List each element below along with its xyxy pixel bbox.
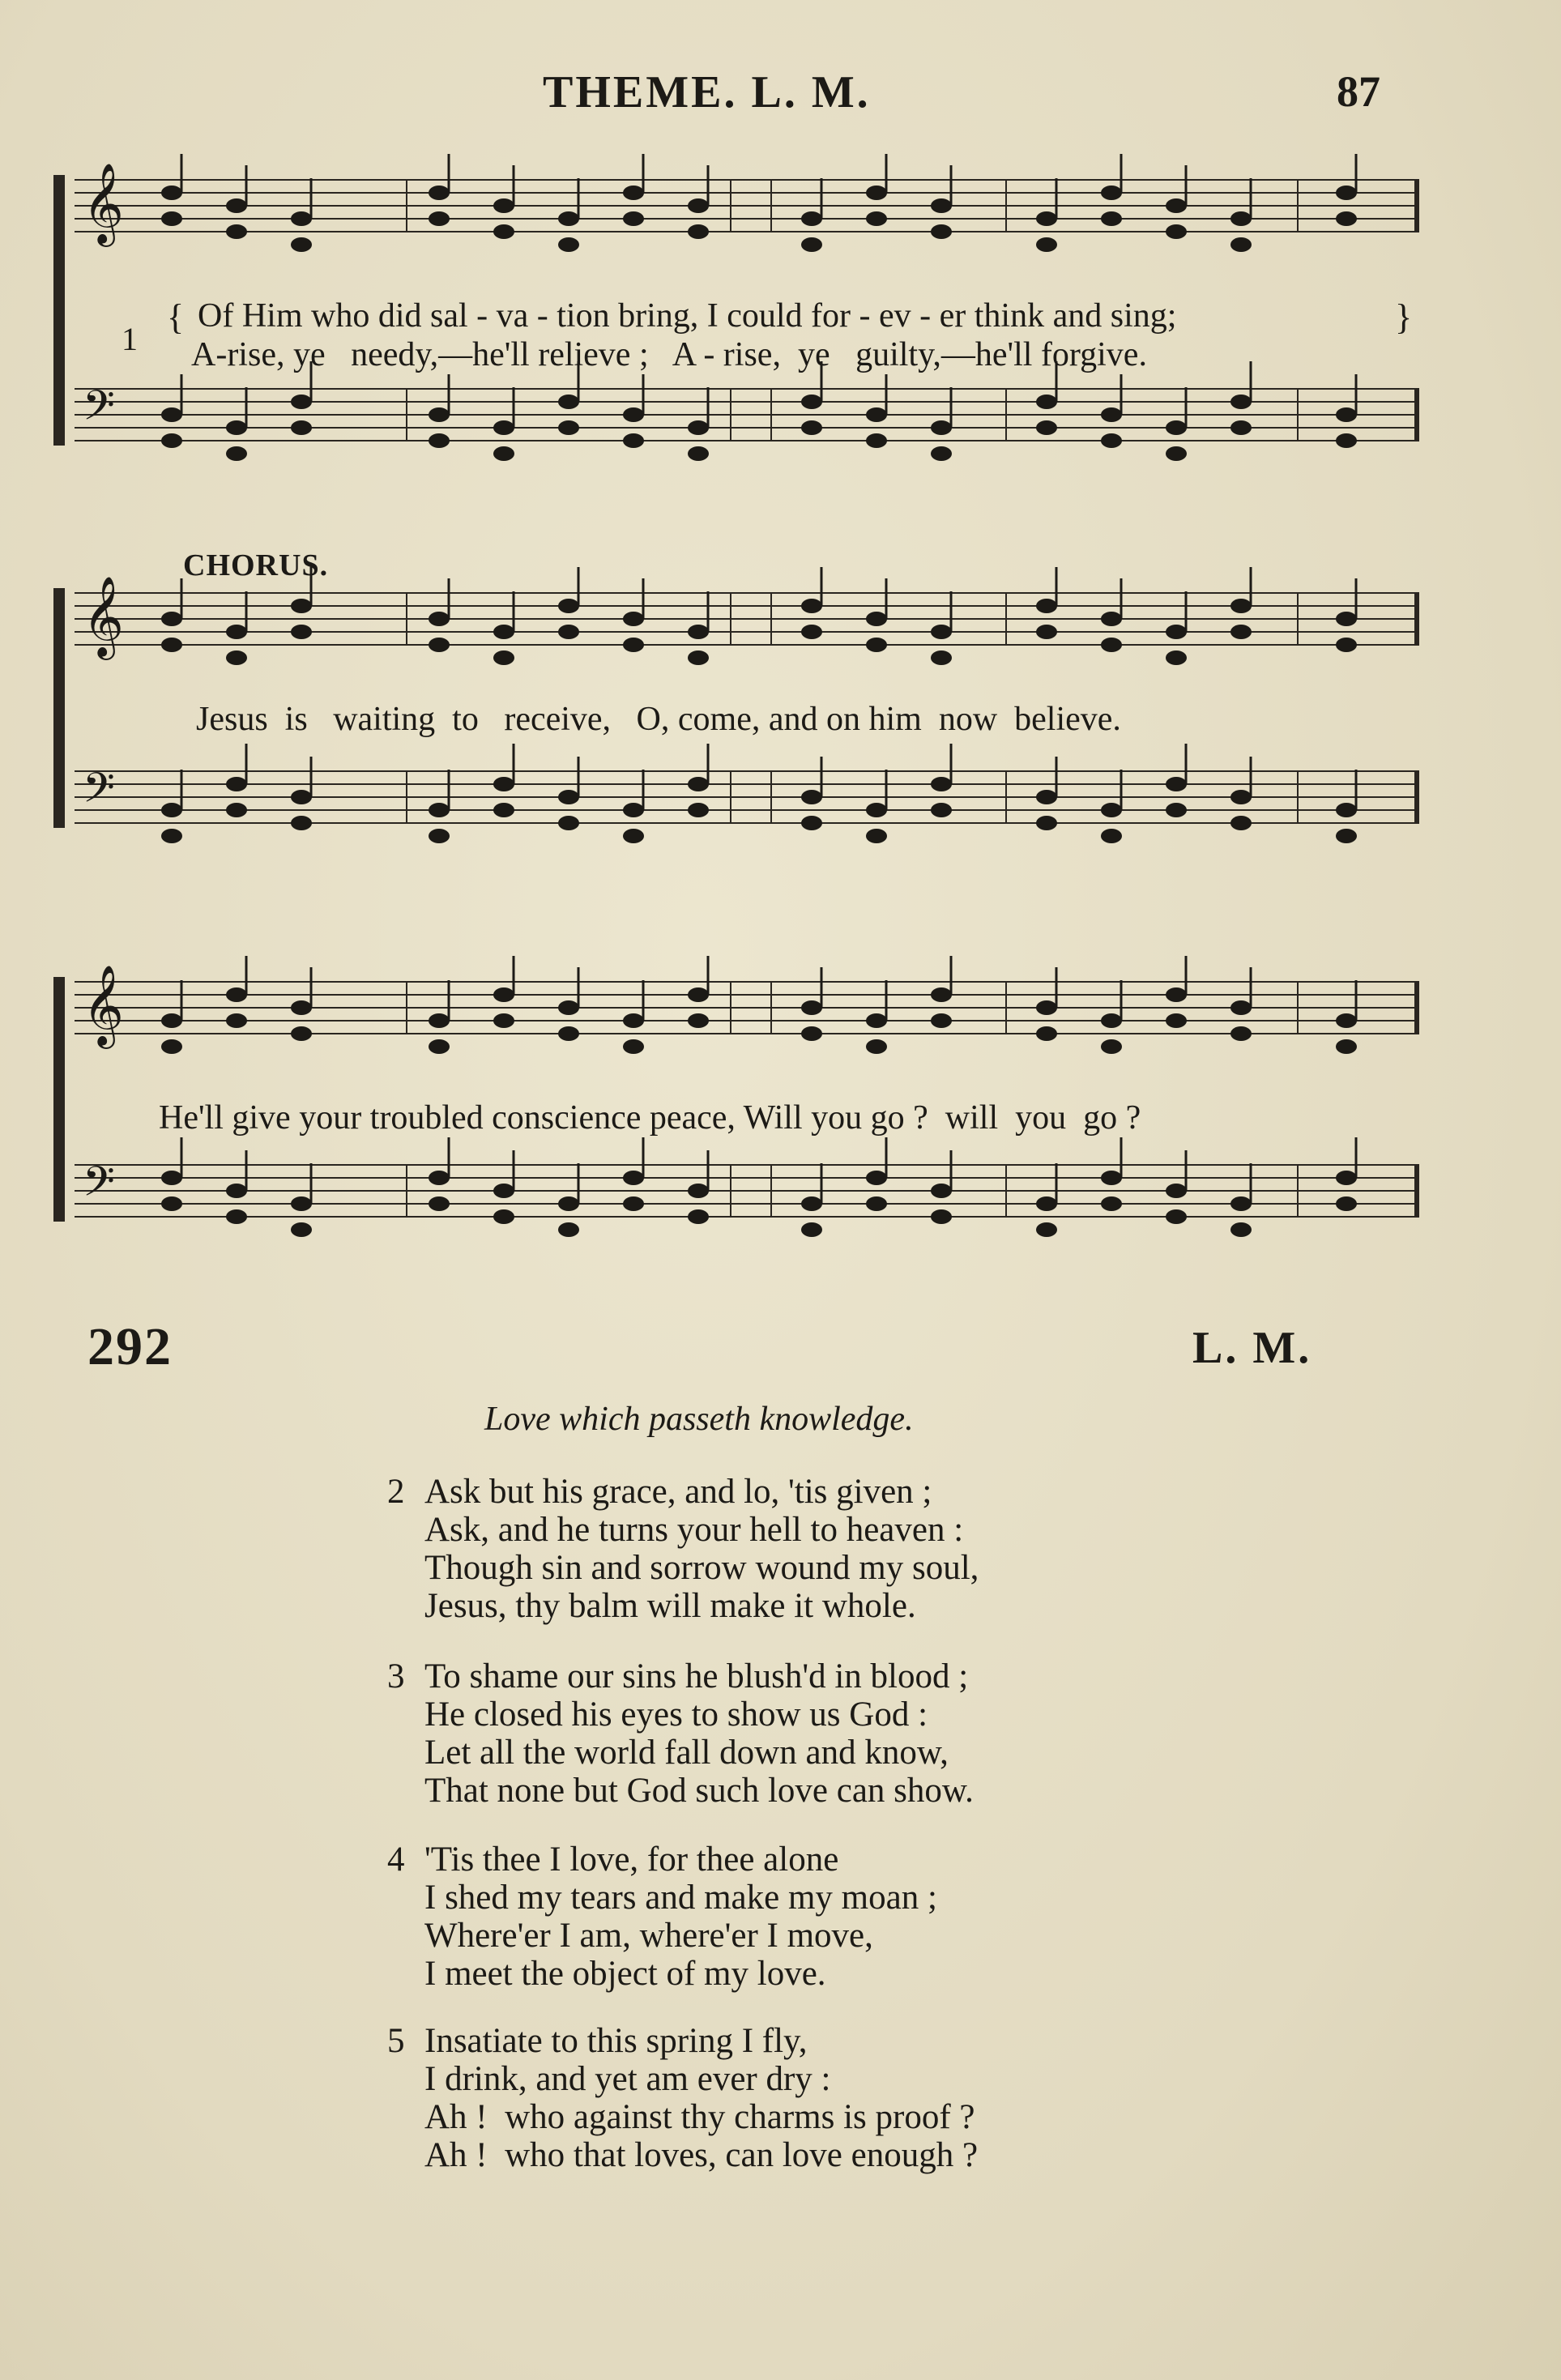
note-head — [688, 650, 709, 665]
note-head — [931, 1184, 952, 1198]
note-head — [931, 198, 952, 213]
note-head — [866, 1196, 887, 1211]
note-head — [623, 1013, 644, 1028]
note-head — [866, 186, 887, 200]
note-head — [866, 433, 887, 448]
stanza-line: I shed my tears and make my moan ; — [424, 1879, 937, 1917]
note-head — [429, 186, 450, 200]
note-head — [226, 650, 247, 665]
stanza-line: That none but God such love can show. — [424, 1772, 974, 1810]
hymn-subtitle: Love which passeth knowledge. — [484, 1401, 914, 1438]
note-head — [558, 816, 579, 830]
note-head — [801, 395, 822, 409]
note-head — [161, 1196, 182, 1211]
note-head — [866, 829, 887, 843]
stanza-number: 5 — [387, 2022, 405, 2060]
note-head — [291, 1222, 312, 1237]
note-head — [1230, 790, 1252, 804]
note-head — [1101, 1013, 1122, 1028]
note-head — [161, 186, 182, 200]
note-head — [226, 803, 247, 817]
note-head — [931, 777, 952, 791]
note-head — [1230, 1000, 1252, 1015]
note-head — [931, 224, 952, 239]
note-head — [931, 446, 952, 461]
note-head — [623, 407, 644, 422]
note-head — [1230, 1222, 1252, 1237]
note-head — [161, 829, 182, 843]
bass-clef-icon: 𝄢 — [83, 1157, 115, 1216]
note-head — [1101, 433, 1122, 448]
note-head — [1166, 420, 1187, 435]
note-head — [558, 625, 579, 639]
note-head — [429, 803, 450, 817]
final-bar — [1414, 593, 1419, 645]
stanza-line: 'Tis thee I love, for thee alone — [424, 1840, 839, 1879]
note-head — [1336, 1196, 1357, 1211]
note-head — [1101, 638, 1122, 652]
note-head — [558, 790, 579, 804]
stanza-number: 3 — [387, 1657, 405, 1695]
lyric-line-1: Of Him who did sal - va - tion bring, I could for - ev - er think and sing; — [198, 297, 1177, 335]
note-head — [1101, 186, 1122, 200]
note-head — [1336, 1039, 1357, 1054]
lyric-line-2: A-rise, ye needy,—he'll relieve ; A - rise, ye guilty,—he'll forgive. — [191, 336, 1147, 373]
note-head — [688, 224, 709, 239]
note-head — [429, 407, 450, 422]
note-head — [688, 1184, 709, 1198]
note-head — [688, 446, 709, 461]
note-head — [1101, 1171, 1122, 1185]
note-head — [226, 777, 247, 791]
note-head — [866, 1039, 887, 1054]
note-head — [801, 625, 822, 639]
note-head — [1101, 1196, 1122, 1211]
note-head — [493, 224, 514, 239]
note-head — [1036, 1000, 1057, 1015]
final-bar — [1414, 389, 1419, 441]
note-head — [1166, 446, 1187, 461]
note-head — [291, 395, 312, 409]
note-head — [931, 987, 952, 1002]
note-head — [226, 420, 247, 435]
note-head — [226, 987, 247, 1002]
note-head — [558, 211, 579, 226]
note-head — [931, 803, 952, 817]
stanza-line: He closed his eyes to show us God : — [424, 1695, 928, 1734]
note-head — [1230, 237, 1252, 252]
note-head — [493, 1209, 514, 1224]
note-head — [801, 237, 822, 252]
note-head — [161, 211, 182, 226]
note-head — [1336, 638, 1357, 652]
note-head — [558, 1196, 579, 1211]
final-bar — [1414, 982, 1419, 1034]
system-bracket — [53, 588, 65, 828]
note-head — [291, 599, 312, 613]
stanza-line: Ask, and he turns your hell to heaven : — [424, 1511, 964, 1549]
note-head — [623, 829, 644, 843]
note-head — [801, 1196, 822, 1211]
note-head — [623, 612, 644, 626]
treble-clef-icon: 𝄞 — [83, 965, 124, 1046]
note-head — [623, 186, 644, 200]
note-head — [1166, 650, 1187, 665]
note-head — [1230, 420, 1252, 435]
note-head — [866, 803, 887, 817]
chorus-lyric-line: Jesus is waiting to receive, O, come, and on him now believe. — [196, 701, 1121, 738]
note-head — [1230, 625, 1252, 639]
note-head — [493, 198, 514, 213]
note-head — [931, 1013, 952, 1028]
note-head — [801, 790, 822, 804]
note-head — [1036, 395, 1057, 409]
note-head — [161, 803, 182, 817]
note-head — [1230, 395, 1252, 409]
note-head — [493, 1184, 514, 1198]
lyric-brace-left: { — [167, 297, 185, 337]
note-head — [1166, 1209, 1187, 1224]
lyric-brace-right: } — [1395, 297, 1413, 337]
stanza-line: I drink, and yet am ever dry : — [424, 2060, 831, 2098]
note-head — [161, 1013, 182, 1028]
note-head — [493, 625, 514, 639]
note-head — [558, 1222, 579, 1237]
note-head — [1230, 816, 1252, 830]
note-head — [1336, 829, 1357, 843]
note-head — [688, 198, 709, 213]
note-head — [801, 1000, 822, 1015]
note-head — [1166, 987, 1187, 1002]
note-head — [866, 1171, 887, 1185]
note-head — [1230, 211, 1252, 226]
note-head — [226, 625, 247, 639]
note-head — [161, 1171, 182, 1185]
note-head — [1336, 1013, 1357, 1028]
note-head — [1036, 790, 1057, 804]
hymn-meter: L. M. — [1192, 1323, 1312, 1373]
note-head — [226, 1184, 247, 1198]
note-head — [1036, 1026, 1057, 1041]
final-bar — [1414, 1165, 1419, 1217]
stanza-number: 2 — [387, 1473, 405, 1511]
note-head — [429, 1013, 450, 1028]
note-head — [291, 211, 312, 226]
note-head — [291, 816, 312, 830]
note-head — [429, 612, 450, 626]
note-head — [226, 446, 247, 461]
note-head — [161, 1039, 182, 1054]
note-head — [429, 1039, 450, 1054]
note-head — [623, 803, 644, 817]
note-head — [558, 395, 579, 409]
lyric-line-3: He'll give your troubled conscience peace, Will you go ? will you go ? — [159, 1099, 1141, 1137]
note-head — [226, 1013, 247, 1028]
note-head — [801, 1026, 822, 1041]
stanza-line: Ah ! who against thy charms is proof ? — [424, 2098, 975, 2136]
note-head — [1036, 420, 1057, 435]
note-head — [1036, 599, 1057, 613]
note-head — [291, 1196, 312, 1211]
note-head — [1336, 612, 1357, 626]
note-head — [1166, 1184, 1187, 1198]
note-head — [1036, 625, 1057, 639]
note-head — [866, 211, 887, 226]
note-head — [493, 420, 514, 435]
note-head — [866, 612, 887, 626]
note-head — [623, 638, 644, 652]
note-head — [1166, 198, 1187, 213]
note-head — [1336, 1171, 1357, 1185]
note-head — [493, 650, 514, 665]
note-head — [866, 1013, 887, 1028]
stanza-number: 4 — [387, 1840, 405, 1879]
stanza-line: Ah ! who that loves, can love enough ? — [424, 2136, 979, 2174]
note-head — [558, 599, 579, 613]
note-head — [1101, 407, 1122, 422]
note-head — [291, 237, 312, 252]
note-head — [558, 237, 579, 252]
note-head — [558, 1000, 579, 1015]
note-head — [1166, 625, 1187, 639]
note-head — [1166, 224, 1187, 239]
note-head — [1036, 1196, 1057, 1211]
note-head — [801, 816, 822, 830]
note-head — [493, 777, 514, 791]
stanza-line: Though sin and sorrow wound my soul, — [424, 1549, 979, 1587]
system-bracket — [53, 977, 65, 1222]
note-head — [493, 987, 514, 1002]
bass-clef-icon: 𝄢 — [83, 381, 115, 440]
note-head — [1101, 1039, 1122, 1054]
note-head — [1166, 777, 1187, 791]
note-head — [493, 1013, 514, 1028]
note-head — [623, 1171, 644, 1185]
note-head — [161, 433, 182, 448]
note-head — [1101, 829, 1122, 843]
note-head — [291, 625, 312, 639]
stanza-line: Jesus, thy balm will make it whole. — [424, 1587, 916, 1625]
note-head — [623, 211, 644, 226]
stanza-line: Ask but his grace, and lo, 'tis given ; — [424, 1473, 932, 1511]
note-head — [931, 1209, 952, 1224]
note-head — [1036, 1222, 1057, 1237]
note-head — [623, 433, 644, 448]
note-head — [623, 1196, 644, 1211]
note-head — [801, 211, 822, 226]
final-bar — [1414, 180, 1419, 232]
note-head — [291, 1000, 312, 1015]
note-head — [493, 446, 514, 461]
chorus-label: CHORUS. — [183, 548, 329, 582]
note-head — [931, 650, 952, 665]
note-head — [429, 638, 450, 652]
note-head — [688, 803, 709, 817]
note-head — [1336, 211, 1357, 226]
note-head — [226, 198, 247, 213]
note-head — [688, 1209, 709, 1224]
note-head — [1336, 407, 1357, 422]
note-head — [429, 829, 450, 843]
note-head — [291, 790, 312, 804]
note-head — [558, 1026, 579, 1041]
hymn-number: 292 — [87, 1317, 173, 1376]
note-head — [161, 638, 182, 652]
note-head — [558, 420, 579, 435]
note-head — [493, 803, 514, 817]
page-title: THEME. L. M. — [543, 67, 871, 117]
note-head — [1101, 803, 1122, 817]
note-head — [688, 777, 709, 791]
note-head — [226, 224, 247, 239]
note-head — [226, 1209, 247, 1224]
note-head — [801, 599, 822, 613]
treble-clef-icon: 𝄞 — [83, 163, 124, 244]
note-head — [1101, 612, 1122, 626]
stanza-line: Let all the world fall down and know, — [424, 1734, 949, 1772]
note-head — [429, 1196, 450, 1211]
page-number: 87 — [1337, 67, 1380, 116]
note-head — [931, 625, 952, 639]
note-head — [688, 987, 709, 1002]
bass-clef-icon: 𝄢 — [83, 763, 115, 822]
note-head — [1036, 816, 1057, 830]
note-head — [161, 612, 182, 626]
note-head — [1336, 803, 1357, 817]
note-head — [801, 1222, 822, 1237]
note-head — [688, 625, 709, 639]
stanza-line: To shame our sins he blush'd in blood ; — [424, 1657, 969, 1695]
note-head — [866, 407, 887, 422]
note-head — [1336, 186, 1357, 200]
note-head — [1166, 1013, 1187, 1028]
note-head — [623, 1039, 644, 1054]
note-head — [1336, 433, 1357, 448]
note-head — [1101, 211, 1122, 226]
stanza-line: Where'er I am, where'er I move, — [424, 1917, 873, 1955]
note-head — [688, 1013, 709, 1028]
verse-number: 1 — [122, 321, 138, 357]
stanza-line: Insatiate to this spring I fly, — [424, 2022, 808, 2060]
note-head — [1230, 1196, 1252, 1211]
note-head — [688, 420, 709, 435]
note-head — [1166, 803, 1187, 817]
note-head — [1036, 211, 1057, 226]
note-head — [801, 420, 822, 435]
stanza-line: I meet the object of my love. — [424, 1955, 826, 1993]
treble-clef-icon: 𝄞 — [83, 576, 124, 657]
note-head — [429, 1171, 450, 1185]
system-bracket — [53, 175, 65, 446]
final-bar — [1414, 771, 1419, 823]
note-head — [1230, 1026, 1252, 1041]
note-head — [866, 638, 887, 652]
note-head — [291, 1026, 312, 1041]
note-head — [429, 211, 450, 226]
note-head — [291, 420, 312, 435]
note-head — [931, 420, 952, 435]
note-head — [1230, 599, 1252, 613]
note-head — [429, 433, 450, 448]
note-head — [161, 407, 182, 422]
note-head — [1036, 237, 1057, 252]
